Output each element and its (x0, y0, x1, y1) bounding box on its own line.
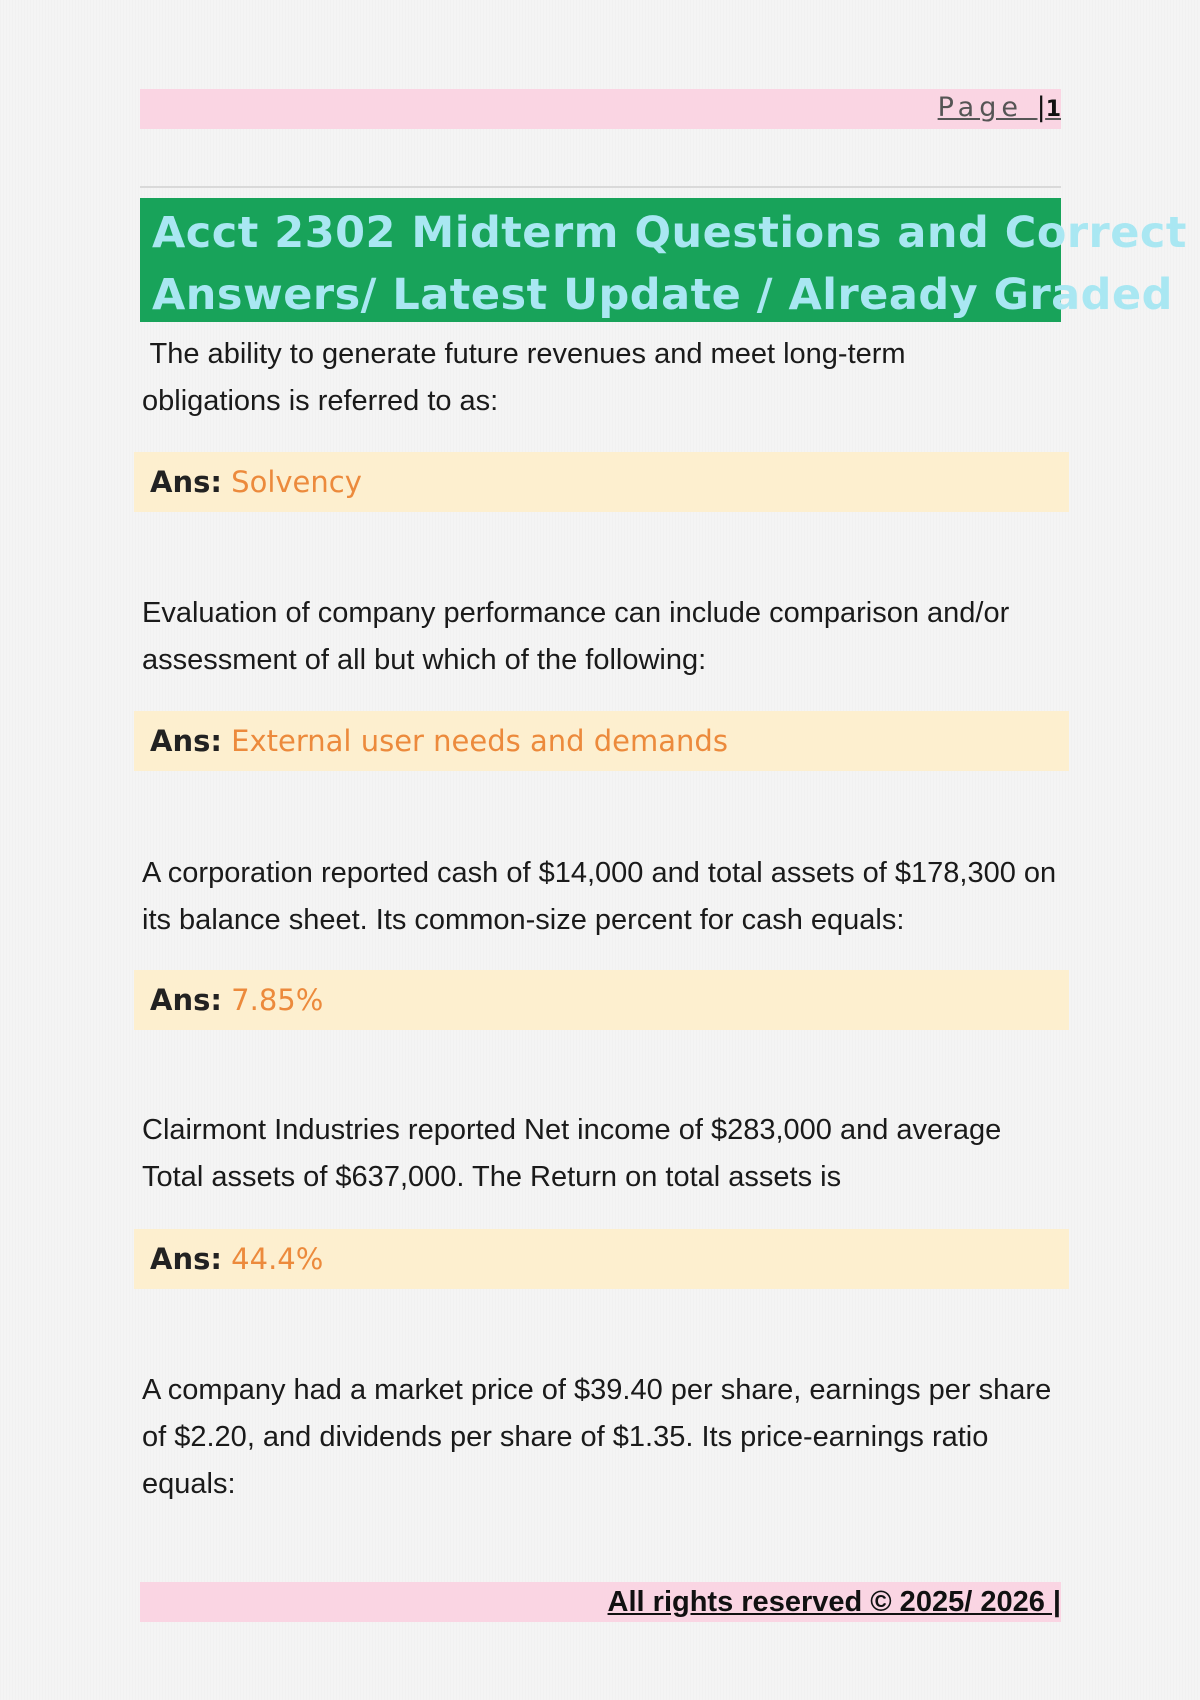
page-word: Page (937, 92, 1023, 123)
question-line: of $2.20, and dividends per share of $1.35. Its price-earnings ratio (142, 1421, 989, 1453)
question-text (142, 590, 1062, 684)
question-line: equals: (142, 1468, 236, 1500)
question-text (142, 1367, 1062, 1508)
answer-label: Ans: (150, 724, 222, 758)
answer-box (134, 711, 1069, 771)
question-line: its balance sheet. Its common-size percent for cash equals: (142, 904, 905, 936)
document-title-line-1: Acct 2302 Midterm Questions and Correct (152, 208, 1187, 258)
answer-box (134, 452, 1069, 512)
question-line: A corporation reported cash of $14,000 and total assets of $178,300 on (142, 857, 1057, 889)
question-line: Total assets of $637,000. The Return on total assets is (142, 1161, 842, 1193)
question-text (142, 1107, 1062, 1201)
question-line: Evaluation of company performance can include comparison and/or (142, 597, 1010, 629)
answer-label: Ans: (150, 465, 222, 499)
answer-label: Ans: (150, 983, 222, 1017)
question-line: A company had a market price of $39.40 per share, earnings per share (142, 1374, 1052, 1406)
question-line: obligations is referred to as: (142, 385, 499, 417)
document-title-box (140, 198, 1187, 322)
page-number: 1 (1045, 97, 1061, 122)
copyright-notice: All rights reserved © 2025/ 2026 | (607, 1586, 1061, 1618)
header-divider (140, 186, 1061, 188)
document-title-line-2: Answers/ Latest Update / Already Graded (152, 270, 1173, 320)
question-line: Clairmont Industries reported Net income of $283,000 and average (142, 1114, 1002, 1146)
question-line: assessment of all but which of the following: (142, 644, 707, 676)
answer-label: Ans: (150, 1242, 222, 1276)
page-header-bar (140, 89, 1061, 129)
answer-box (134, 1229, 1069, 1289)
page-number-label (938, 93, 1061, 125)
answer-box (134, 970, 1069, 1030)
answer-value: Solvency (231, 465, 362, 499)
page-footer-bar (140, 1582, 1061, 1622)
question-text (142, 850, 1062, 944)
answer-value: 44.4% (231, 1242, 324, 1276)
question-text (142, 331, 1062, 425)
page-separator: | (1036, 92, 1046, 123)
answer-value: 7.85% (231, 983, 324, 1017)
question-line: The ability to generate future revenues and meet long-term (142, 338, 906, 370)
answer-value: External user needs and demands (231, 724, 728, 758)
